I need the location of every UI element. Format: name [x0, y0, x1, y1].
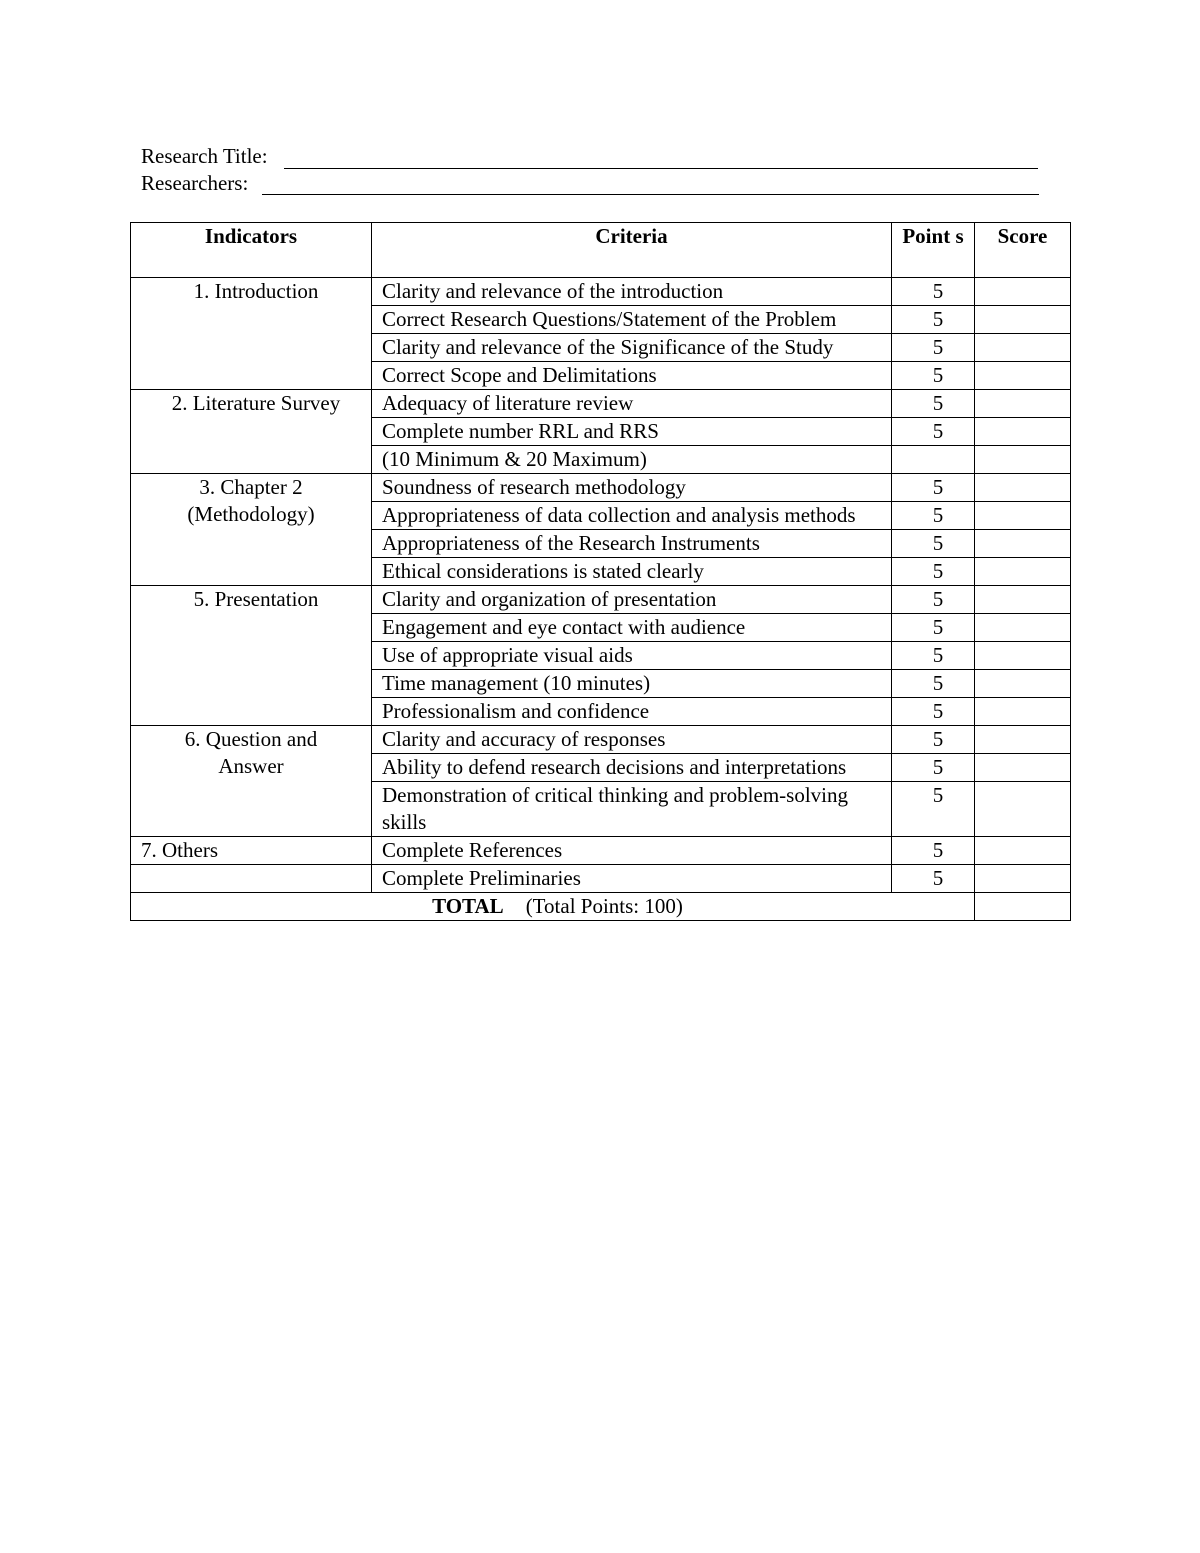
header-score: Score: [975, 223, 1071, 278]
criteria-cell: Use of appropriate visual aids: [372, 642, 892, 670]
criteria-cell: Correct Research Questions/Statement of the Problem: [372, 306, 892, 334]
score-cell[interactable]: [975, 446, 1071, 474]
criteria-cell: Clarity and relevance of the introduction: [372, 278, 892, 306]
header-points: Point s: [892, 223, 975, 278]
score-cell[interactable]: [975, 502, 1071, 530]
points-cell: 5: [892, 865, 975, 893]
points-cell: [892, 446, 975, 474]
total-note: (Total Points: 100): [525, 894, 683, 918]
score-cell[interactable]: [975, 558, 1071, 586]
criteria-cell: Complete References: [372, 837, 892, 865]
score-cell[interactable]: [975, 698, 1071, 726]
table-row: [131, 390, 1071, 418]
criteria-cell: Appropriateness of the Research Instruments: [372, 530, 892, 558]
points-cell: 5: [892, 474, 975, 502]
score-cell[interactable]: [975, 782, 1071, 837]
table-row: [131, 278, 1071, 306]
score-cell[interactable]: [975, 530, 1071, 558]
table-row: [131, 586, 1071, 614]
criteria-cell: Adequacy of literature review: [372, 390, 892, 418]
research-title-blank[interactable]: [284, 168, 1038, 169]
indicator-cell: 5. Presentation: [131, 586, 372, 726]
criteria-cell: Professionalism and confidence: [372, 698, 892, 726]
criteria-cell: (10 Minimum & 20 Maximum): [372, 446, 892, 474]
score-cell[interactable]: [975, 642, 1071, 670]
points-cell: 5: [892, 558, 975, 586]
score-cell[interactable]: [975, 586, 1071, 614]
table-row: [131, 726, 1071, 754]
indicator-cell: 7. Others: [131, 837, 372, 865]
table-row: [131, 474, 1071, 502]
score-cell[interactable]: [975, 334, 1071, 362]
criteria-cell: Correct Scope and Delimitations: [372, 362, 892, 390]
research-title-label: Research Title:: [141, 144, 268, 168]
research-title-field: [141, 143, 268, 169]
points-cell: 5: [892, 670, 975, 698]
score-cell[interactable]: [975, 362, 1071, 390]
table-header-row: [131, 223, 1071, 278]
total-label: TOTAL: [432, 894, 504, 918]
researchers-blank[interactable]: [262, 194, 1039, 195]
points-cell: 5: [892, 586, 975, 614]
criteria-cell: Soundness of research methodology: [372, 474, 892, 502]
points-cell: 5: [892, 837, 975, 865]
table-row: [131, 837, 1071, 865]
score-cell[interactable]: [975, 726, 1071, 754]
score-cell[interactable]: [975, 837, 1071, 865]
score-cell[interactable]: [975, 614, 1071, 642]
criteria-cell: Complete number RRL and RRS: [372, 418, 892, 446]
indicator-cell: 6. Question and Answer: [131, 726, 372, 837]
total-score-cell[interactable]: [975, 893, 1071, 921]
score-cell[interactable]: [975, 278, 1071, 306]
points-cell: 5: [892, 726, 975, 754]
criteria-cell: Clarity and relevance of the Significance of the Study: [372, 334, 892, 362]
criteria-cell: Ability to defend research decisions and interpretations: [372, 754, 892, 782]
researchers-field: [141, 170, 248, 196]
points-cell: 5: [892, 614, 975, 642]
header-criteria: Criteria: [372, 223, 892, 278]
criteria-cell: Engagement and eye contact with audience: [372, 614, 892, 642]
points-cell: 5: [892, 698, 975, 726]
researchers-label: Researchers:: [141, 171, 249, 195]
score-cell[interactable]: [975, 670, 1071, 698]
indicator-cell: 2. Literature Survey: [131, 390, 372, 474]
total-cell: [131, 893, 975, 921]
criteria-cell: Clarity and organization of presentation: [372, 586, 892, 614]
rubric-table: [130, 222, 1071, 921]
score-cell[interactable]: [975, 754, 1071, 782]
points-cell: 5: [892, 502, 975, 530]
score-cell[interactable]: [975, 474, 1071, 502]
points-cell: 5: [892, 418, 975, 446]
score-cell[interactable]: [975, 418, 1071, 446]
score-cell[interactable]: [975, 865, 1071, 893]
points-cell: 5: [892, 390, 975, 418]
points-cell: 5: [892, 782, 975, 837]
header-indicators: Indicators: [131, 223, 372, 278]
points-cell: 5: [892, 306, 975, 334]
indicator-cell: [131, 865, 372, 893]
points-cell: 5: [892, 642, 975, 670]
points-cell: 5: [892, 754, 975, 782]
criteria-cell: Clarity and accuracy of responses: [372, 726, 892, 754]
table-row: [131, 865, 1071, 893]
points-cell: 5: [892, 530, 975, 558]
total-row: [131, 893, 1071, 921]
rubric-body: [131, 278, 1071, 893]
points-cell: 5: [892, 362, 975, 390]
score-cell[interactable]: [975, 390, 1071, 418]
score-cell[interactable]: [975, 306, 1071, 334]
criteria-cell: Appropriateness of data collection and analysis methods: [372, 502, 892, 530]
points-cell: 5: [892, 334, 975, 362]
criteria-cell: Ethical considerations is stated clearly: [372, 558, 892, 586]
criteria-cell: Complete Preliminaries: [372, 865, 892, 893]
criteria-cell: Demonstration of critical thinking and problem-solving skills: [372, 782, 892, 837]
indicator-cell: 3. Chapter 2 (Methodology): [131, 474, 372, 586]
indicator-cell: 1. Introduction: [131, 278, 372, 390]
criteria-cell: Time management (10 minutes): [372, 670, 892, 698]
points-cell: 5: [892, 278, 975, 306]
